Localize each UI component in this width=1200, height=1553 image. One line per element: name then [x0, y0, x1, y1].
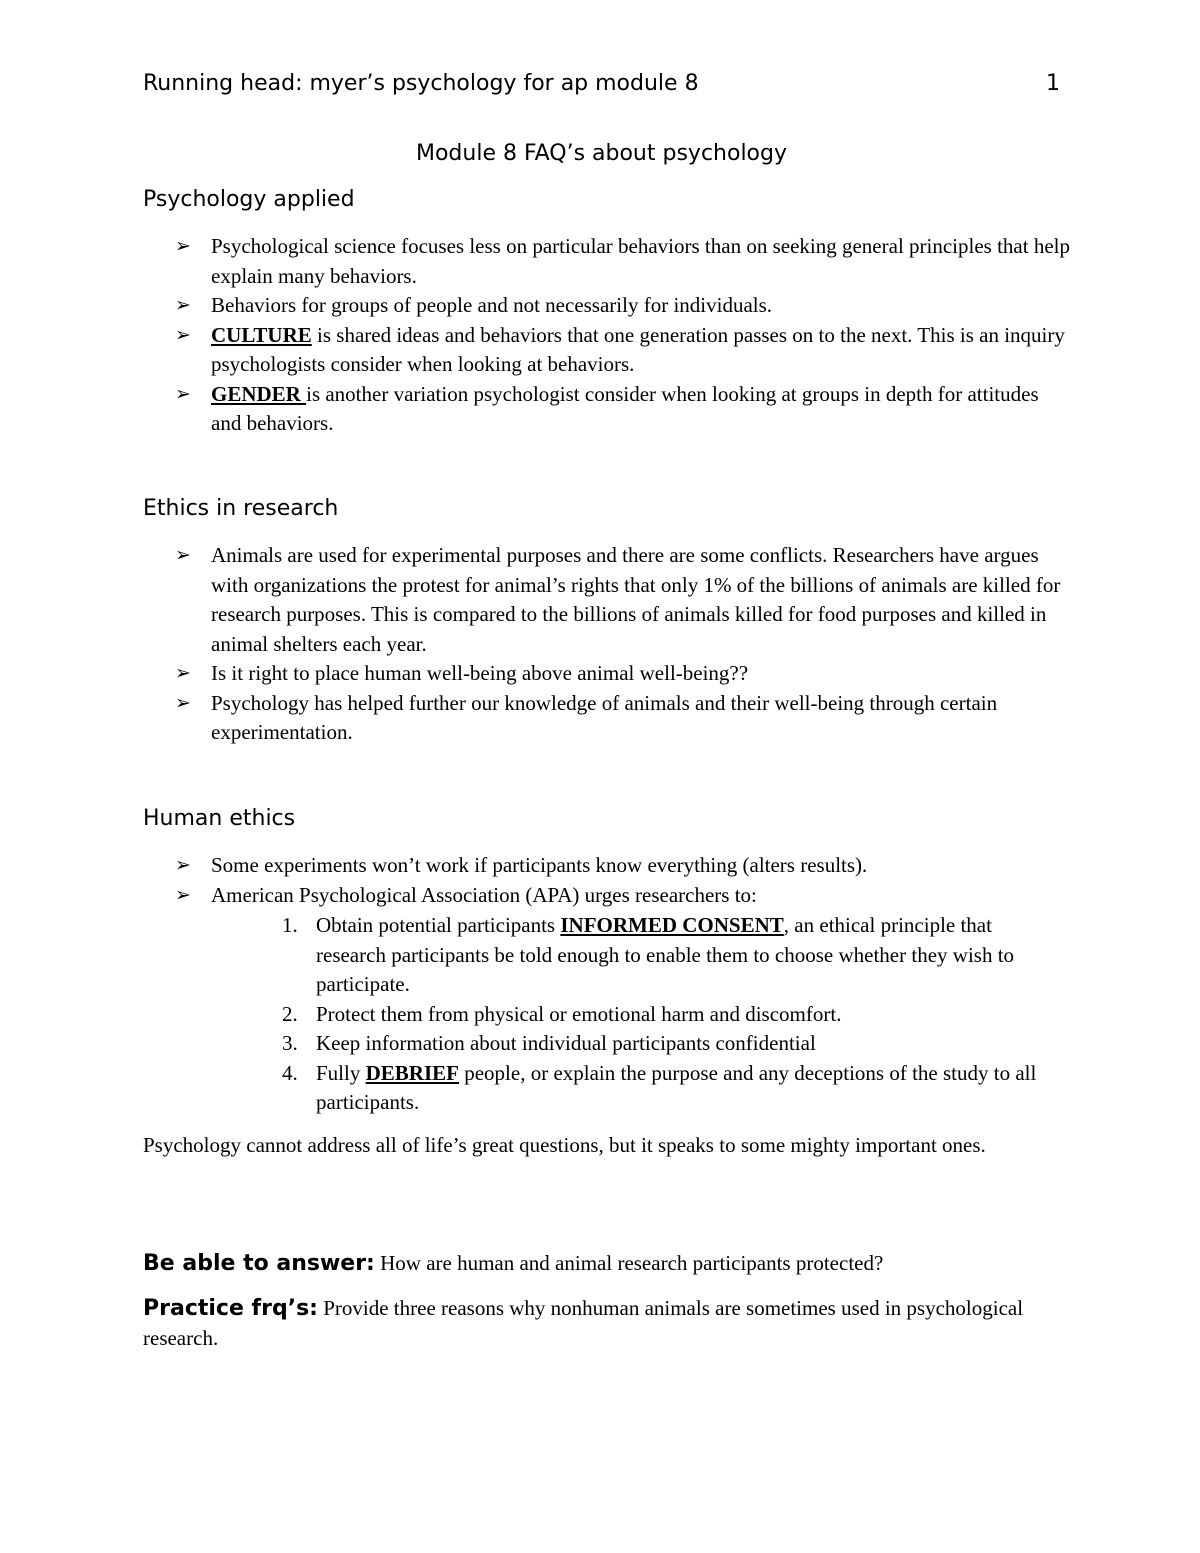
practice-frqs: Practice frq’s: Provide three reasons why nonhuman animals are sometimes used in psychological research. — [143, 1296, 1024, 1350]
list-item: ➢ Psychology has helped further our knowledge of animals and their well-being through certain experimentation. — [175, 690, 998, 744]
arrow-bullet-icon: ➢ — [175, 883, 191, 906]
list-item: ➢ American Psychological Association (APA) urges researchers to: — [175, 881, 1070, 911]
list-item: ➢ Animals are used for experimental purposes and there are some conflicts. Researchers have argues with organizations the protest for animal’s rights that only 1% of the billions of animals are killed for research purposes. This is compared to the billions of animals killed for food purposes and killed in animal shelters each year. — [175, 543, 1061, 656]
arrow-bullet-icon: ➢ — [175, 662, 191, 684]
be-able-label: Be able to answer: — [143, 1251, 375, 1276]
list-item: ➢ CULTURE is shared ideas and behaviors that one generation passes on to the next. This is an inquiry psychologists consider when looking at behaviors. — [175, 322, 1065, 376]
running-head — [143, 71, 1060, 103]
running-head-text: Running head: myer’s psychology for ap module 8 — [143, 71, 699, 96]
arrow-bullet-icon: ➢ — [175, 323, 191, 346]
list-human-ethics — [175, 851, 1070, 910]
list-item: ➢ Psychological science focuses less on particular behaviors than on seeking general principles that help explain many behaviors. — [175, 234, 1070, 288]
arrow-bullet-icon: ➢ — [175, 294, 191, 316]
arrow-bullet-icon: ➢ — [175, 382, 191, 405]
term-culture: CULTURE — [211, 322, 312, 347]
numbered-item: 1. Obtain potential participants INFORMED CONSENT, an ethical principle that research participants be told enough to enable them to choose whether they wish to participate. — [282, 913, 1015, 996]
list-ethics-in-research — [175, 541, 1070, 748]
practice-label: Practice frq’s: — [143, 1296, 318, 1321]
numbered-item: 3. Keep information about individual participants confidential — [282, 1031, 816, 1055]
numbered-item: 4. Fully DEBRIEF people, or explain the purpose and any deceptions of the study to all participants. — [282, 1060, 1037, 1114]
term-debrief: DEBRIEF — [365, 1060, 459, 1085]
list-psychology-applied — [175, 232, 1070, 439]
closing-paragraph: Psychology cannot address all of life’s great questions, but it speaks to some mighty important ones. — [143, 1133, 986, 1157]
arrow-bullet-icon: ➢ — [175, 235, 191, 257]
list-item: ➢ Some experiments won’t work if participants know everything (alters results). — [175, 851, 1070, 881]
term-informed-consent: INFORMED CONSENT — [560, 913, 784, 937]
arrow-bullet-icon: ➢ — [175, 854, 191, 876]
list-item: ➢ Is it right to place human well-being above animal well-being?? — [175, 659, 1070, 689]
arrow-bullet-icon: ➢ — [175, 691, 191, 714]
apa-numbered-list — [266, 911, 1056, 1118]
arrow-bullet-icon: ➢ — [175, 544, 191, 566]
heading-psychology-applied: Psychology applied — [143, 187, 355, 212]
heading-human-ethics: Human ethics — [143, 806, 296, 831]
page-number: 1 — [1046, 71, 1060, 96]
be-able-to-answer: Be able to answer: How are human and animal research participants protected? — [143, 1251, 884, 1276]
heading-ethics-in-research: Ethics in research — [143, 496, 339, 521]
numbered-item: 2. Protect them from physical or emotional harm and discomfort. — [282, 1001, 842, 1026]
document-title: Module 8 FAQ’s about psychology — [415, 141, 787, 166]
term-gender: GENDER — [211, 381, 307, 406]
list-item: ➢ Behaviors for groups of people and not necessarily for individuals. — [175, 291, 1070, 321]
list-item: ➢ GENDER is another variation psychologist consider when looking at groups in depth for attitudes and behaviors. — [175, 381, 1039, 435]
